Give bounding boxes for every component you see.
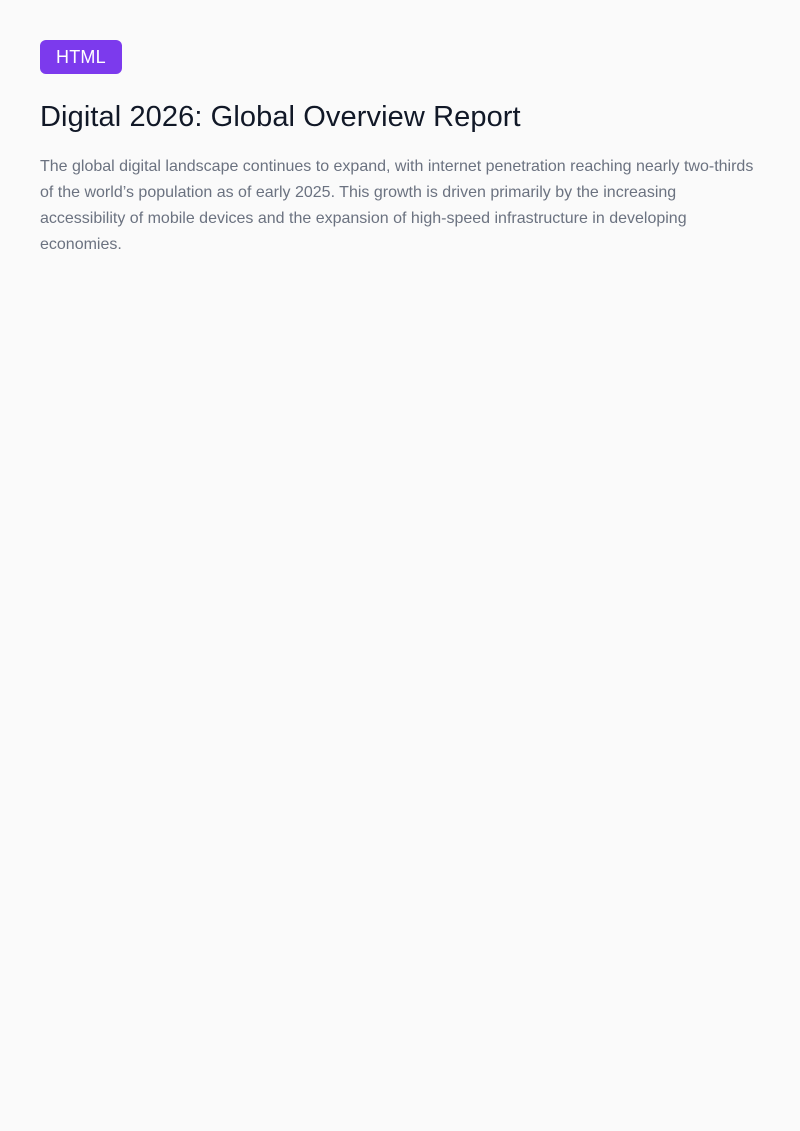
intro-paragraph: The global digital landscape continues to expand, with internet penetration reaching nearly two-thirds of the world’s population as of early 2025. This growth is driven primarily by the increasing accessibility of mobile devices and the expansion of high-speed infrastructure in developing economies. (40, 158, 754, 253)
format-badge: HTML (40, 40, 122, 74)
page-title: Digital 2026: Global Overview Report (40, 101, 521, 133)
